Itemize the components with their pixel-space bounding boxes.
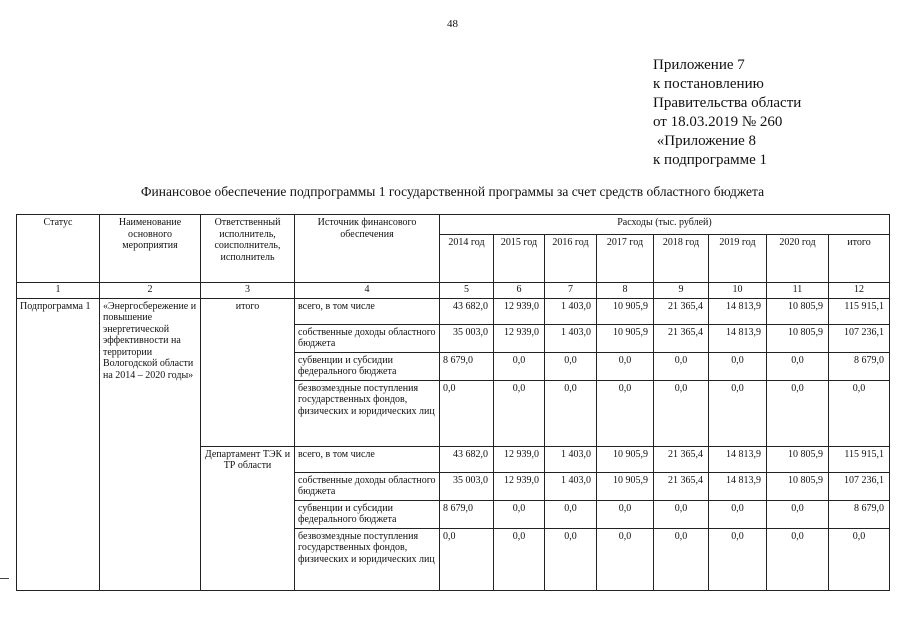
column-number: 12 — [829, 283, 890, 299]
value-cell: 8 679,0 — [829, 500, 890, 528]
value-cell: 14 813,9 — [709, 298, 767, 324]
value-cell: 12 939,0 — [494, 472, 545, 500]
value-cell: 43 682,0 — [440, 298, 494, 324]
column-number: 2 — [100, 283, 201, 299]
column-number: 4 — [295, 283, 440, 299]
column-number: 1 — [17, 283, 100, 299]
value-cell: 0,0 — [654, 380, 709, 446]
value-cell: 0,0 — [654, 528, 709, 590]
header-year: 2019 год — [709, 235, 767, 283]
source-cell: субвенции и субсидии федерального бюджета — [295, 500, 440, 528]
value-cell: 115 915,1 — [829, 298, 890, 324]
value-cell: 14 813,9 — [709, 324, 767, 352]
header-status: Статус — [17, 215, 100, 283]
value-cell: 0,0 — [654, 352, 709, 380]
value-cell: 0,0 — [545, 500, 597, 528]
column-number: 7 — [545, 283, 597, 299]
source-cell: собственные доходы областного бюджета — [295, 472, 440, 500]
financing-table — [16, 214, 890, 591]
appendix-line: к постановлению — [653, 76, 764, 92]
header-year: 2016 год — [545, 235, 597, 283]
table-row — [17, 298, 890, 324]
value-cell: 0,0 — [709, 380, 767, 446]
value-cell: 10 905,9 — [597, 298, 654, 324]
value-cell: 0,0 — [767, 380, 829, 446]
column-number: 5 — [440, 283, 494, 299]
value-cell: 1 403,0 — [545, 472, 597, 500]
executor-cell: итого — [201, 298, 295, 446]
value-cell: 0,0 — [440, 528, 494, 590]
value-cell: 10 905,9 — [597, 472, 654, 500]
header-source: Источник финансового обеспечения — [295, 215, 440, 283]
header-year: 2014 год — [440, 235, 494, 283]
value-cell: 0,0 — [767, 500, 829, 528]
source-cell: всего, в том числе — [295, 446, 440, 472]
value-cell: 0,0 — [709, 500, 767, 528]
value-cell: 10 805,9 — [767, 298, 829, 324]
value-cell: 14 813,9 — [709, 472, 767, 500]
value-cell: 0,0 — [597, 500, 654, 528]
value-cell: 0,0 — [545, 380, 597, 446]
value-cell: 12 939,0 — [494, 324, 545, 352]
appendix-block — [653, 56, 801, 170]
value-cell: 0,0 — [597, 528, 654, 590]
value-cell: 0,0 — [767, 528, 829, 590]
value-cell: 0,0 — [494, 352, 545, 380]
header-year: итого — [829, 235, 890, 283]
value-cell: 0,0 — [494, 500, 545, 528]
value-cell: 0,0 — [545, 352, 597, 380]
column-numbers-row — [17, 283, 890, 299]
value-cell: 1 403,0 — [545, 298, 597, 324]
document-title: Финансовое обеспечение подпрограммы 1 государственной программы за счет средств областного бюджета — [140, 184, 765, 199]
header-year: 2017 год — [597, 235, 654, 283]
value-cell: 0,0 — [494, 380, 545, 446]
source-cell: субвенции и субсидии федерального бюджета — [295, 352, 440, 380]
value-cell: 12 939,0 — [494, 298, 545, 324]
page-number: 48 — [447, 18, 458, 30]
appendix-line: «Приложение 8 — [653, 133, 757, 149]
value-cell: 0,0 — [545, 528, 597, 590]
column-number: 9 — [654, 283, 709, 299]
value-cell: 0,0 — [829, 528, 890, 590]
appendix-line: Приложение 7 — [653, 57, 745, 73]
value-cell: 0,0 — [767, 352, 829, 380]
value-cell: 14 813,9 — [709, 446, 767, 472]
header-executor: Ответственный исполнитель, соисполнитель, исполнитель — [201, 215, 295, 283]
value-cell: 12 939,0 — [494, 446, 545, 472]
value-cell: 35 003,0 — [440, 324, 494, 352]
value-cell: 21 365,4 — [654, 324, 709, 352]
value-cell: 0,0 — [494, 528, 545, 590]
value-cell: 115 915,1 — [829, 446, 890, 472]
header-name: Наименование основного мероприятия — [100, 215, 201, 283]
value-cell: 8 679,0 — [829, 352, 890, 380]
source-cell: собственные доходы областного бюджета — [295, 324, 440, 352]
value-cell: 107 236,1 — [829, 324, 890, 352]
value-cell: 10 805,9 — [767, 472, 829, 500]
value-cell: 0,0 — [440, 380, 494, 446]
header-year: 2020 год — [767, 235, 829, 283]
header-year: 2018 год — [654, 235, 709, 283]
value-cell: 35 003,0 — [440, 472, 494, 500]
value-cell: 1 403,0 — [545, 324, 597, 352]
value-cell: 0,0 — [709, 528, 767, 590]
measure-name-cell: «Энергосбережение и повышение энергетической эффективности на территории Вологодской области на 2014 – 2020 годы» — [100, 298, 201, 590]
value-cell: 21 365,4 — [654, 472, 709, 500]
column-number: 11 — [767, 283, 829, 299]
value-cell: 0,0 — [709, 352, 767, 380]
value-cell: 21 365,4 — [654, 298, 709, 324]
source-cell: безвозмездные поступления государственных фондов, физических и юридических лиц — [295, 380, 440, 446]
column-number: 3 — [201, 283, 295, 299]
value-cell: 1 403,0 — [545, 446, 597, 472]
column-number: 8 — [597, 283, 654, 299]
column-number: 10 — [709, 283, 767, 299]
source-cell: всего, в том числе — [295, 298, 440, 324]
value-cell: 0,0 — [654, 500, 709, 528]
header-expenses: Расходы (тыс. рублей) — [440, 215, 890, 235]
value-cell: 10 905,9 — [597, 324, 654, 352]
value-cell: 107 236,1 — [829, 472, 890, 500]
value-cell: 10 805,9 — [767, 446, 829, 472]
value-cell: 8 679,0 — [440, 500, 494, 528]
value-cell: 0,0 — [597, 352, 654, 380]
value-cell: 10 805,9 — [767, 324, 829, 352]
appendix-line: от 18.03.2019 № 260 — [653, 114, 783, 130]
value-cell: 21 365,4 — [654, 446, 709, 472]
value-cell: 10 905,9 — [597, 446, 654, 472]
status-cell: Подпрограмма 1 — [17, 298, 100, 590]
column-number: 6 — [494, 283, 545, 299]
executor-cell: Департамент ТЭК и ТР области — [201, 446, 295, 590]
value-cell: 0,0 — [829, 380, 890, 446]
scan-margin-mark — [0, 578, 9, 579]
appendix-line: Правительства области — [653, 95, 802, 111]
value-cell: 43 682,0 — [440, 446, 494, 472]
header-year: 2015 год — [494, 235, 545, 283]
appendix-line: к подпрограмме 1 — [653, 152, 767, 168]
value-cell: 0,0 — [597, 380, 654, 446]
value-cell: 8 679,0 — [440, 352, 494, 380]
source-cell: безвозмездные поступления государственных фондов, физических и юридических лиц — [295, 528, 440, 590]
